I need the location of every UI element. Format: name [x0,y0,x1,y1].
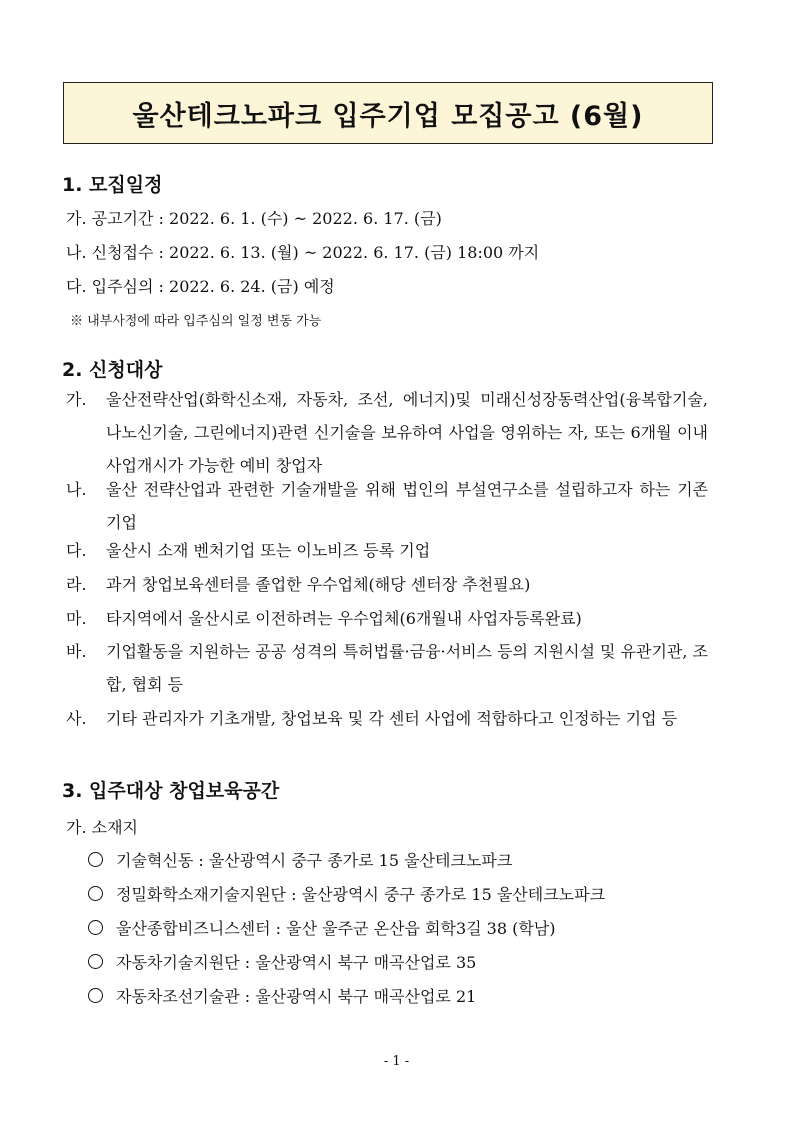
location-item [88,984,476,1007]
section-heading-space: 3. 입주대상 창업보육공간 [62,780,280,802]
location-text: 기술혁신동 : 울산광역시 중구 종가로 15 울산테크노파크 [116,851,513,870]
location-text: 자동차조선기술관 : 울산광역시 북구 매곡산업로 21 [116,987,477,1006]
eligibility-marker: 라. [66,575,87,594]
page-title: 울산테크노파크 입주기업 모집공고 (6월) [132,100,644,132]
section-heading-eligibility: 2. 신청대상 [62,359,163,381]
eligibility-marker: 가. [66,390,87,409]
eligibility-item: 울산시 소재 벤처기업 또는 이노비즈 등록 기업 [106,541,431,560]
eligibility-marker: 사. [66,709,87,728]
eligibility-marker: 나. [66,480,87,499]
eligibility-item: 과거 창업보육센터를 졸업한 우수업체(해당 센터장 추천필요) [106,575,531,594]
location-item [88,848,512,871]
location-item [88,950,476,973]
eligibility-item: 울산전략산업(화학신소재, 자동차, 조선, 에너지)및 미래신성장동력산업(융복합기술, 나노신기술, 그린에너지)관련 신기술을 보유하여 사업을 영위하는 자, 또는 6개월 이내 사업개시가 가능한 예비 창업자 [106,390,708,475]
location-text: 자동차기술지원단 : 울산광역시 북구 매곡산업로 35 [116,953,477,972]
schedule-item: 나. 신청접수 : 2022. 6. 13. (월) ~ 2022. 6. 17. (금) 18:00 까지 [66,243,540,262]
space-subheading: 가. 소재지 [66,818,138,837]
section-heading-schedule: 1. 모집일정 [62,174,163,196]
schedule-item: 가. 공고기간 : 2022. 6. 1. (수) ~ 2022. 6. 17. (금) [66,209,442,228]
page-number: - 1 - [383,1054,410,1069]
eligibility-marker: 마. [66,609,87,628]
circle-bullet-icon [88,852,103,867]
location-text: 울산종합비즈니스센터 : 울산 울주군 온산읍 회학3길 38 (학남) [116,919,556,938]
title-box [63,82,713,144]
schedule-note: ※ 내부사정에 따라 입주심의 일정 변동 가능 [70,314,322,329]
eligibility-item: 기업활동을 지원하는 공공 성격의 특허법률·금융·서비스 등의 지원시설 및 유관기관, 조합, 협회 등 [106,642,708,694]
location-item [88,916,556,939]
circle-bullet-icon [88,886,103,901]
circle-bullet-icon [88,954,103,969]
eligibility-item: 울산 전략산업과 관련한 기술개발을 위해 법인의 부설연구소를 설립하고자 하는 기존 기업 [106,480,708,532]
eligibility-marker: 바. [66,642,87,661]
location-text: 정밀화학소재기술지원단 : 울산광역시 중구 종가로 15 울산테크노파크 [116,885,606,904]
location-item [88,882,605,905]
eligibility-item: 기타 관리자가 기초개발, 창업보육 및 각 센터 사업에 적합하다고 인정하는 기업 등 [106,709,678,728]
circle-bullet-icon [88,988,103,1003]
circle-bullet-icon [88,920,103,935]
eligibility-item: 타지역에서 울산시로 이전하려는 우수업체(6개월내 사업자등록완료) [106,609,582,628]
eligibility-marker: 다. [66,541,87,560]
schedule-item: 다. 입주심의 : 2022. 6. 24. (금) 예정 [66,277,335,296]
